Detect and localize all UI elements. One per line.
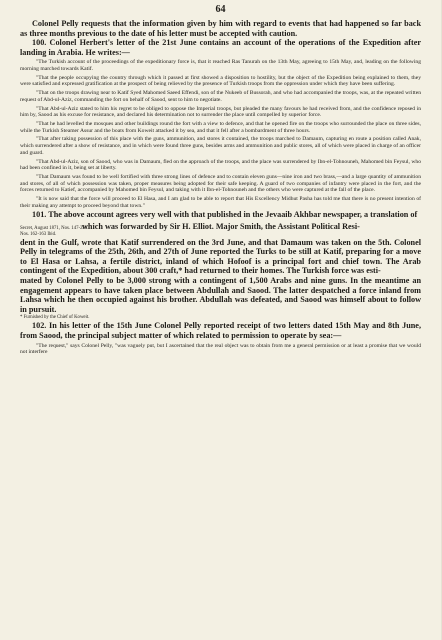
quote-people-disposition: "That the people occupying the country through which it passed at first showed a disposition to hostility, but the object of the Expedition being explained to them, they were satisfied and expressed gratification at the prospect of being relieved by the presence of Turkish troops from the oppression under which they have been suffering. <box>20 74 421 88</box>
marginal-reference-2: Nos. 162-163 Ibid. <box>20 231 57 237</box>
quote-abd-ul-aziz: "That Abd-ul-Aziz stated to him his regret to be obliged to oppose the Imperial troops, but pleaded the many favours he had received from, and the confidence reposed in him by, Saood as his excuse for resistance, and declared his determination not to surrender the place until compelled by superior force. <box>20 105 421 119</box>
intro-paragraph: Colonel Pelly requests that the information given by him with regard to events that had happened so far back as three months previous to the date of his letter must be accepted with caution. <box>20 19 421 38</box>
paragraph-102: 102. In his letter of the 15th June Colonel Pelly reported receipt of two letters dated 15th May and 8th June, from Saood, the principal subject matter of which related to permission to operate by sea:— <box>20 321 421 340</box>
quote-el-hasa: "It is now said that the force will proceed to El Hasa, and I am glad to be able to report that His Excellency Midhut Pasha has told me that there is no present intention of their making any attempt to proceed beyond that town." <box>20 196 421 209</box>
paragraph-101-lead: 101. The above account agrees very well with that published in the Jevaaib Akhbar newspaper, a translation of <box>32 210 418 220</box>
quote-damaum-surrendered: "That Abd-ul-Aziz, son of Saood, who was in Damaum, fled on the approach of the troops, and the place was surrendered by Ibn-el-Tohnouneh, Mahomed bin Feysul, who had been confined in it, being set at liberty. <box>20 158 421 172</box>
marginal-reference-1: Secret, August 1871, Nos. 147-251. <box>20 226 89 232</box>
footnote: * Furnished by the Chief of Koweit. <box>20 315 90 321</box>
paragraph-100: 100. Colonel Herbert's letter of the 21st June contains an account of the operations of the Expedition after landing in Arabia. He writes:— <box>20 38 421 57</box>
paragraph-101-side: which was forwarded by Sir H. Elliot. Major Smith, the Assistant Political Resi- <box>82 222 360 232</box>
marginal-reference <box>20 222 89 238</box>
quote-request: "The request," says Colonel Pelly, "was vaguely put, but I ascertained that the real object was to obtain from me a general permission or at least a promise that we would not interfere <box>20 342 421 356</box>
paragraph-101-tail: mated by Colonel Pelly to be 3,000 strong with a contingent of 1,500 Arabs and nine guns. In the meantime an engagement appears to have taken place between Abdullah and Saood. The latter despatched a force inland from Lahsa which he then occupied against his brother. Abdullah was defeated, and Saood was himself about to follow in pursuit. <box>20 276 421 314</box>
paragraph-101-continued: dent in the Gulf, wrote that Katif surrendered on the 3rd June, and that Damaum was taken on the 5th. Colonel Pelly in telegrams of the 25th, 26th, and 27th of June reported the Turks to be still at Katif, preparing for a move to El Hasa or Lahsa, a fertile district, inland of which Hofoof is a principal fort and chief town. The Arab contingent of the Expedition, about 300 craft,* had returned to their homes. The Turkish force was esti- <box>20 237 421 276</box>
quote-march-damaum: "That after taking possession of this place with the guns, ammunition, and stores it contained, the troops marched to Damaum, capturing en route a position called Anak, which surrendered after a show of resistance, and in which were found three guns, besides arms and ammunition and public stores, all of which were placed in charge of an officer and guard. <box>20 136 421 156</box>
quote-troops-near-katif: "That on the troops drawing near to Katif Syed Mahomed Saeed Effendi, son of the Nukeeb of Bussorah, and who had accompanied the troops, was, at the repeated written request of Abd-ul-Aziz, commanding the fort on behalf of Saood, sent to him to negotiate. <box>20 90 421 103</box>
page-number: 64 <box>215 4 226 15</box>
quote-mosques-levelled: "That he had levelled the mosques and other buildings round the fort with a view to defence, and that he opened fire on the troops who surrounded the place on three sides, while the Turkish Steamer Assur and the boats from Koweit attacked it by sea, and that it fell after a bombardment of three hours. <box>20 121 421 134</box>
marginal-note-block <box>20 222 421 238</box>
quote-turkish-account: "The Turkish account of the proceedings of the expeditionary force is, that it reached Ras Tanurah on the 13th May, agreeing to 15th May, and, leading on the following morning marched towards Katif. <box>20 59 421 73</box>
quote-damaum-fortified: "That Damaum was found to be well fortified with three strong lines of defence and to contain eleven guns—nine iron and two brass,—and a large quantity of ammunition and stores, of all of which possession was taken, proper measures being adopted for their safe keeping. A guard of two companies of infantry were placed in the fort, and the forces returned to Katief, accompanied by Mahomed bin Feysul, and taking with it Ibn-el-Tohnouneh and the others who were captured at the fall of the place. <box>20 173 421 194</box>
